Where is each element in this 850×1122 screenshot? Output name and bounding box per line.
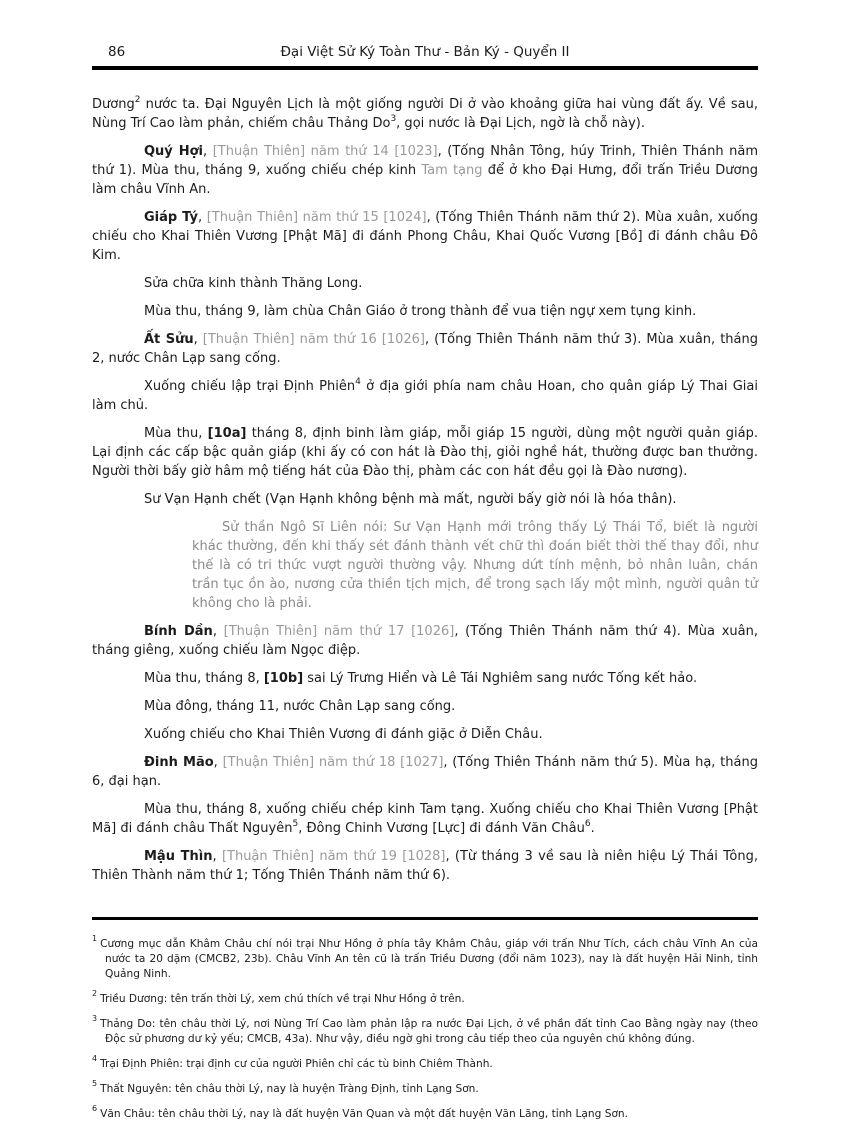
page-title: Đại Việt Sử Ký Toàn Thư - Bản Ký - Quyển II <box>280 44 570 60</box>
text-run: Mùa thu, <box>144 426 208 441</box>
text-run: sai Lý Trưng Hiển và Lê Tái Nghiêm sang nước Tống kết hảo. <box>303 671 698 686</box>
text-run: Sửa chữa kinh thành Thăng Long. <box>144 276 363 291</box>
text-run: Mậu Thìn <box>144 849 213 864</box>
text-run: Giáp Tý <box>144 210 198 225</box>
footnote-number: 5 <box>92 1079 98 1089</box>
text-run: Mùa đông, tháng 11, nước Chân Lạp sang cống. <box>144 699 456 714</box>
paragraph <box>92 95 758 133</box>
paragraph <box>92 330 758 368</box>
footnote-item <box>92 1079 758 1097</box>
text-run: Xuống chiếu lập trại Định Phiên <box>144 379 356 394</box>
page-number: 86 <box>108 44 126 60</box>
text-run: , <box>213 755 223 770</box>
text-run: , (Tống Thiên Thánh năm thứ 4). Mùa xuân, tháng giêng, xuống chiếu làm Ngọc điệp. <box>92 624 758 658</box>
footnote-text: Trại Định Phiên: trại định cư của người Phiên chỉ các tù binh Chiêm Thành. <box>100 1058 493 1070</box>
text-run: Mùa thu, tháng 9, làm chùa Chân Giáo ở trong thành để vua tiện ngự xem tụng kinh. <box>144 304 697 319</box>
paragraph <box>92 847 758 885</box>
text-run: , <box>193 332 203 347</box>
footnote-text: Triều Dương: tên trấn thời Lý, xem chú thích về trại Như Hồng ở trên. <box>100 993 465 1005</box>
text-run: ở địa giới phía nam châu Hoan, cho quân giáp Lý Thai Giai làm chủ. <box>92 379 758 413</box>
footnote-number: 1 <box>92 934 98 944</box>
footnote-rule <box>92 917 758 920</box>
text-run: , Đông Chinh Vương [Lực] đi đánh Văn Châu <box>298 821 585 836</box>
text-run: Ất Sửu <box>144 332 194 347</box>
footnote-item <box>92 934 758 982</box>
text-run: , <box>212 624 224 639</box>
footnote-number: 3 <box>92 1014 98 1024</box>
text-run: Sử thần Ngô Sĩ Liên nói: Sư Vạn Hạnh mới trông thấy Lý Thái Tổ, biết là người khác thường, đến khi thấy sét đánh thành vết chữ thì đoán biết thời thế thay đổi, như thế là có tri thức vượt người thường vậy. Nhưng dứt tính mệnh, bỏ nhân luân, chán trần tục ồn ào, nương cửa thiền tịch mịch, để trong sạch lấy một mình, người quân tử không cho là phải. <box>192 520 758 611</box>
footnote-text: Cương mục dẫn Khâm Châu chí nói trại Như Hồng ở phía tây Khâm Châu, giáp với trấn Như Tích, cách châu Vĩnh An của nước ta 20 dặm (CMCB2, 23b). Châu Vĩnh An tên cũ là trấn Triều Dương (đổi năm 1023), nay là đất huyện Hải Ninh, tỉnh Quảng Ninh. <box>100 938 758 980</box>
text-run: Đinh Mão <box>144 755 214 770</box>
text-run: Bính Dần <box>144 624 213 639</box>
footnote-item <box>92 1054 758 1072</box>
text-run: , <box>212 849 222 864</box>
text-run: [Thuận Thiên] năm thứ 16 [1026] <box>202 332 425 347</box>
text-run: Sư Vạn Hạnh chết (Vạn Hạnh không bệnh mà mất, người bấy giờ nói là hóa thân). <box>144 492 677 507</box>
footnotes-section <box>92 934 758 1122</box>
paragraph <box>92 490 758 509</box>
footnote-marker: 3 <box>390 113 397 124</box>
text-run: , (Từ tháng 3 về sau là niên hiệu Lý Thái Tông, Thiên Thành năm thứ 1; Tống Thiên Thánh năm thứ 6). <box>92 849 758 883</box>
paragraph <box>92 377 758 415</box>
paragraph <box>92 697 758 716</box>
text-run: , <box>203 144 213 159</box>
text-run: [Thuận Thiên] năm thứ 19 [1028] <box>221 849 446 864</box>
paragraph <box>92 302 758 321</box>
text-run: [10a] <box>207 426 247 441</box>
text-run: , (Tống Thiên Thánh năm thứ 5). Mùa hạ, tháng 6, đại hạn. <box>92 755 758 789</box>
text-run: Quý Hợi <box>144 144 204 159</box>
paragraph <box>92 208 758 265</box>
text-run: , <box>197 210 207 225</box>
footnote-marker: 4 <box>355 376 361 387</box>
text-run: [10b] <box>263 671 304 686</box>
footnote-marker: 5 <box>292 818 299 829</box>
footnote-number: 4 <box>92 1054 98 1064</box>
text-run: , (Tống Thiên Thánh năm thứ 2). Mùa xuân, xuống chiếu cho Khai Thiên Vương [Phật Mã] đi đánh Phong Châu, Khai Quốc Vương [Bồ] đi đánh châu Đô Kim. <box>92 210 758 263</box>
footnote-marker: 6 <box>584 818 591 829</box>
commentary-paragraph <box>192 518 758 613</box>
text-run: , gọi nước là Đại Lịch, ngờ là chỗ này). <box>396 116 645 131</box>
paragraph <box>92 669 758 688</box>
text-run: [Thuận Thiên] năm thứ 14 [1023] <box>212 144 438 159</box>
text-run: nước ta. Đại Nguyên Lịch là một giống người Di ở vào khoảng giữa hai vùng đất ấy. Về sau, Nùng Trí Cao làm phản, chiếm châu Thảng Do <box>92 97 758 131</box>
paragraph <box>92 753 758 791</box>
text-run: Mùa thu, tháng 8, xuống chiếu chép kinh Tam tạng. Xuống chiếu cho Khai Thiên Vương [Phật Mã] đi đánh châu Thất Nguyên <box>92 802 758 836</box>
text-run: tháng 8, định binh làm giáp, mỗi giáp 15 người, dùng một người quản giáp. Lại định các cấp bậc quản giáp (khi ấy có con hát là Đào thị, giỏi nghề hát, thường được ban thưởng. Người thời bấy giờ hâm mộ tiếng hát của Đào thị, phàm các con hát đều gọi là Đào nương). <box>92 426 758 479</box>
text-run: . <box>590 821 595 836</box>
text-run: , (Tống Nhân Tông, húy Trinh, Thiên Thánh năm thứ 1). Mùa thu, tháng 9, xuống chiếu chép kinh <box>92 144 758 178</box>
text-run: để ở kho Đại Hưng, đổi trấn Triều Dương làm châu Vĩnh An. <box>92 163 758 197</box>
text-run: , (Tống Thiên Thánh năm thứ 3). Mùa xuân, tháng 2, nước Chân Lạp sang cống. <box>92 332 758 366</box>
paragraph <box>92 622 758 660</box>
paragraph <box>92 424 758 481</box>
document-body <box>92 95 758 885</box>
text-run: Mùa thu, tháng 8, <box>144 671 264 686</box>
paragraph <box>92 274 758 293</box>
footnote-text: Văn Châu: tên châu thời Lý, nay là đất huyện Văn Quan và một đất huyện Văn Lãng, tỉnh Lạng Sơn. <box>100 1108 629 1120</box>
footnote-item <box>92 989 758 1007</box>
footnote-item <box>92 1014 758 1047</box>
footnote-number: 2 <box>92 989 98 999</box>
footnote-marker: 2 <box>134 94 141 105</box>
paragraph <box>92 142 758 199</box>
page-header <box>92 42 758 62</box>
paragraph <box>92 800 758 838</box>
footnote-item <box>92 1104 758 1122</box>
footnote-text: Thảng Do: tên châu thời Lý, nơi Nùng Trí Cao làm phản lập ra nước Đại Lịch, ở về phần đất tỉnh Cao Bằng ngày nay (theo Độc sử phương dư kỷ yếu; CMCB, 43a). Như vậy, điều ngờ ghi trong câu tiếp theo của nguyên chú không đúng. <box>100 1018 758 1045</box>
text-run: Dương <box>92 97 135 112</box>
text-run: [Thuận Thiên] năm thứ 15 [1024] <box>206 210 427 225</box>
text-run: Xuống chiếu cho Khai Thiên Vương đi đánh giặc ở Diễn Châu. <box>144 727 543 742</box>
paragraph <box>92 725 758 744</box>
text-run: Tam tạng <box>421 163 483 178</box>
footnote-text: Thất Nguyên: tên châu thời Lý, nay là huyện Tràng Định, tỉnh Lạng Sơn. <box>100 1083 479 1095</box>
text-run: [Thuận Thiên] năm thứ 17 [1026] <box>223 624 455 639</box>
text-run: [Thuận Thiên] năm thứ 18 [1027] <box>222 755 444 770</box>
footnote-number: 6 <box>92 1104 98 1114</box>
header-rule <box>92 66 758 70</box>
